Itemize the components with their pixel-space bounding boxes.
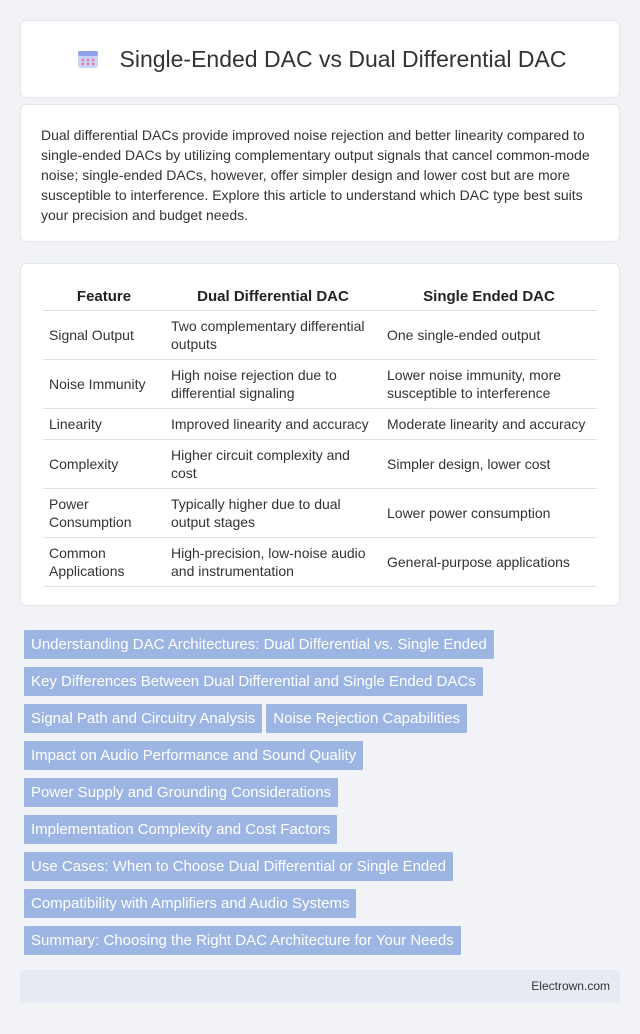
- table-row: [43, 359, 597, 408]
- table-cell: Common Applications: [43, 537, 165, 586]
- table-cell: Moderate linearity and accuracy: [381, 408, 597, 439]
- topic-link[interactable]: Impact on Audio Performance and Sound Quality: [24, 741, 363, 770]
- table-cell: Complexity: [43, 439, 165, 488]
- topic-link[interactable]: Understanding DAC Architectures: Dual Differential vs. Single Ended: [24, 630, 494, 659]
- topic-link[interactable]: Summary: Choosing the Right DAC Architecture for Your Needs: [24, 926, 461, 955]
- topic-link[interactable]: Use Cases: When to Choose Dual Differential or Single Ended: [24, 852, 453, 881]
- intro-card: [20, 104, 620, 242]
- comparison-table-card: [20, 263, 620, 606]
- table-cell: Power Consumption: [43, 488, 165, 537]
- table-header: Dual Differential DAC: [165, 284, 381, 310]
- table-cell: Lower power consumption: [381, 488, 597, 537]
- table-cell: High-precision, low-noise audio and instrumentation: [165, 537, 381, 586]
- table-cell: High noise rejection due to differential signaling: [165, 359, 381, 408]
- topic-link[interactable]: Signal Path and Circuitry Analysis: [24, 704, 262, 733]
- table-cell: Improved linearity and accuracy: [165, 408, 381, 439]
- topic-link[interactable]: Implementation Complexity and Cost Factors: [24, 815, 337, 844]
- page-title: Single-Ended DAC vs Dual Differential DAC: [119, 45, 567, 72]
- footer-site-link[interactable]: Electrown.com: [531, 979, 610, 993]
- topic-link[interactable]: Key Differences Between Dual Differential and Single Ended DACs: [24, 667, 483, 696]
- table-cell: General-purpose applications: [381, 537, 597, 586]
- table-cell: One single-ended output: [381, 310, 597, 359]
- intro-text: Dual differential DACs provide improved noise rejection and better linearity compared to single-ended DACs by utilizing complementary output signals that cancel common-mode noise; single-ended DACs, however, offer simpler design and lower cost but are more susceptible to interference. Explore this article to understand which DAC type best suits your precision and budget needs.: [41, 127, 590, 223]
- table-row: [43, 537, 597, 586]
- topic-links: [24, 630, 624, 963]
- table-cell: Linearity: [43, 408, 165, 439]
- table-cell: Typically higher due to dual output stages: [165, 488, 381, 537]
- title-card: [20, 20, 620, 98]
- table-cell: Simpler design, lower cost: [381, 439, 597, 488]
- table-cell: Signal Output: [43, 310, 165, 359]
- table-cell: Higher circuit complexity and cost: [165, 439, 381, 488]
- table-header-row: [43, 284, 597, 310]
- table-row: [43, 310, 597, 359]
- chip-icon: [74, 45, 102, 73]
- table-header: Single Ended DAC: [381, 284, 597, 310]
- table-row: [43, 488, 597, 537]
- table-cell: Lower noise immunity, more susceptible to interference: [381, 359, 597, 408]
- topic-link[interactable]: Compatibility with Amplifiers and Audio Systems: [24, 889, 356, 918]
- comparison-table: [43, 284, 597, 587]
- topic-link[interactable]: Noise Rejection Capabilities: [266, 704, 467, 733]
- table-cell: Noise Immunity: [43, 359, 165, 408]
- table-row: [43, 408, 597, 439]
- table-cell: Two complementary differential outputs: [165, 310, 381, 359]
- table-row: [43, 439, 597, 488]
- footer: [20, 970, 620, 1003]
- topic-link[interactable]: Power Supply and Grounding Considerations: [24, 778, 338, 807]
- table-header: Feature: [43, 284, 165, 310]
